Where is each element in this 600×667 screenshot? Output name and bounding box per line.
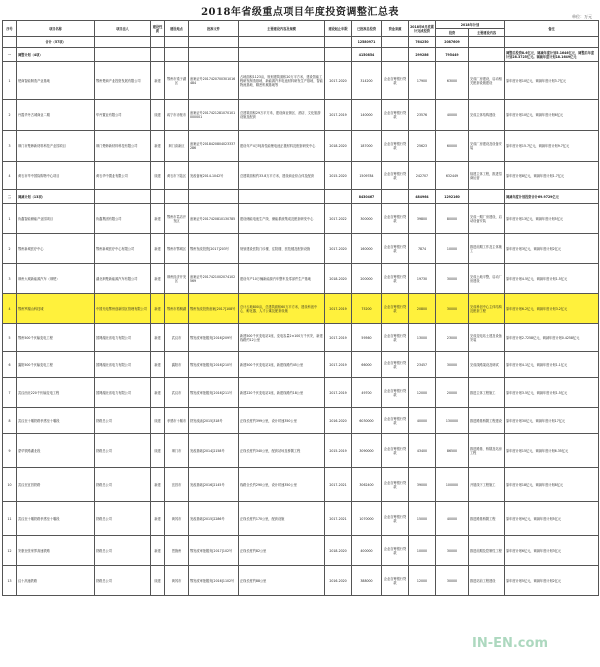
table-row [3, 131, 599, 162]
fund-source: 企业自筹银行贷款 [382, 294, 409, 324]
plan-content: 完成一期厂房建设，启动设备安装 [469, 204, 505, 234]
remark: 原年度计划3.5亿元，调减年度计划1.5亿元 [505, 378, 599, 408]
investment-table [2, 20, 599, 596]
approved-total: 59560 [352, 324, 382, 352]
approval-doc: 鄂州发改投资[2017]203号 [189, 234, 239, 264]
table-row [3, 204, 599, 234]
plan-invest: 20000 [436, 378, 469, 408]
fund-source: 企业自筹银行贷款 [382, 131, 409, 162]
build-location: 荆州经济开发区 [165, 264, 189, 294]
build-nature: 新建 [151, 62, 165, 100]
table-row [3, 468, 599, 502]
build-nature: 续建 [151, 434, 165, 468]
project-name: 鄂州500千伏输变电工程 [17, 324, 95, 352]
remark: 原年度计划4.5亿元，调减年度计划1.5亿元 [505, 264, 599, 294]
build-location: 黄石市下陆区 [165, 162, 189, 190]
fund-source: 企业自筹银行贷款 [382, 408, 409, 434]
table-row [3, 234, 599, 264]
row-index: 11 [3, 502, 17, 536]
done-invest: 12000 [409, 378, 436, 408]
fund-source: 企业自筹银行贷款 [382, 324, 409, 352]
plan-content: 推进路基、桥隧及站房工程 [469, 434, 505, 468]
build-content: 正线长度约399公里，设计时速350公里 [239, 408, 325, 434]
project-owner: 华丹置业有限公司 [95, 100, 151, 131]
build-content: 建设储能电池生产线、储能系统集成及配套研发中心 [239, 204, 325, 234]
build-location: 襄阳市 [165, 352, 189, 378]
build-location: 武汉市 [165, 378, 189, 408]
header-plan-invest: 投资 [436, 29, 469, 37]
fund-source: 企业自筹银行贷款 [382, 566, 409, 596]
row-index: 2 [3, 100, 17, 131]
build-location: 宜昌市 [165, 468, 189, 502]
project-name: 鄂州罗湖山科技城 [17, 294, 95, 324]
plan-content: 完成线路架设及调试 [469, 352, 505, 378]
row-index: 1 [3, 62, 17, 100]
build-period: 2018-2020 [325, 131, 352, 162]
fund-source: 企业自筹银行贷款 [382, 434, 409, 468]
table-row [3, 352, 599, 378]
remark: 原年度计划4.1亿元，调减年度计划1.1亿元 [505, 352, 599, 378]
build-period: 2017-2020 [325, 62, 352, 100]
approval-doc: 铁发改函[2015]318号 [189, 408, 239, 434]
plan-invest: 30000 [436, 566, 469, 596]
approval-doc: 备案证号2017421002074102569 [189, 264, 239, 294]
total-label: 合计（57项） [17, 37, 95, 48]
row-index: 10 [3, 468, 17, 502]
plan-invest: 86500 [436, 434, 469, 468]
build-nature: 新建 [151, 468, 165, 502]
build-nature: 续建 [151, 408, 165, 434]
header-done: 2018年6月底累计完成投资 [409, 21, 436, 37]
remark: 原年度计划3亿元，调减年度计划2亿元 [505, 234, 599, 264]
fund-source: 企业自筹银行贷款 [382, 162, 409, 190]
total-row [3, 37, 599, 48]
build-nature: 新建 [151, 324, 165, 352]
table-row [3, 294, 599, 324]
plan-content: 完成科创中心主体结构及配套工程 [469, 294, 505, 324]
done-invest: 10000 [409, 536, 436, 566]
build-period: 2017-2019 [325, 352, 352, 378]
build-period: 2017-2020 [325, 234, 352, 264]
row-index: 2 [3, 234, 17, 264]
total-done: 764250 [409, 37, 436, 48]
build-content: 总建筑面积约33.8万平方米，建设商业综合体及配套 [239, 162, 325, 190]
table-row [3, 62, 599, 100]
plan-content: 推进主体工程施工 [469, 378, 505, 408]
build-content: 占地面积1123亩，规划建筑面积20万平方米，建设智能工程研发制造基地、新能源汽车电池材料研发生产基地、智能物流基地、精密机械基地等 [239, 62, 325, 100]
build-location: 荆门市 [165, 434, 189, 468]
section-total: 4150854 [352, 48, 382, 62]
build-nature: 新建 [151, 352, 165, 378]
row-index: 12 [3, 536, 17, 566]
done-invest: 39000 [409, 468, 436, 502]
plan-invest: 60000 [436, 131, 469, 162]
approved-total: 66000 [352, 352, 382, 378]
header-plan-group: 2018年计划 [436, 21, 505, 29]
done-invest: 17900 [409, 62, 436, 100]
approved-total: 1509784 [352, 162, 382, 190]
plan-content: 完成厂房建设，启动相关配套设施建设 [469, 62, 505, 100]
build-nature: 续建 [151, 162, 165, 190]
build-content: 规划建设医院门诊楼、住院楼、医技楼及配套设施 [239, 234, 325, 264]
build-location: 黄冈市 [165, 566, 189, 596]
plan-invest: 63000 [436, 62, 469, 100]
section-row-reduce [3, 48, 599, 62]
project-owner: 国网湖北省电力有限公司 [95, 352, 151, 378]
approved-total: 1070000 [352, 502, 382, 536]
header-plan-content: 主要建设内容 [469, 29, 505, 37]
approved-total: 6030000 [352, 408, 382, 434]
total-remark [505, 37, 599, 48]
build-content: 新建500千伏变电站1座，变电容量2×100万千伏安，新建线路约12公里 [239, 324, 325, 352]
row-index: 7 [3, 378, 17, 408]
approval-doc: 鄂州发改投资备案[2017]108号 [189, 294, 239, 324]
header-source: 资金来源 [382, 21, 409, 37]
done-invest: 242707 [409, 162, 436, 190]
approved-total: 49700 [352, 378, 382, 408]
header-owner: 项目法人 [95, 21, 151, 37]
project-owner: 荆门楚韩新材料科技有限公司 [95, 131, 151, 162]
build-nature: 新建 [151, 502, 165, 536]
project-name: 武汉西北220千伏输变电工程 [17, 378, 95, 408]
row-index: 4 [3, 162, 17, 190]
approval-doc: 备案证号2018420804023337286 [189, 131, 239, 162]
row-index: 3 [3, 131, 17, 162]
section-done: 484964 [409, 190, 436, 204]
section-plan: 1292160 [436, 190, 469, 204]
build-period: 2017-2019 [325, 294, 352, 324]
section-label: 调整计划（4项） [17, 48, 95, 62]
plan-invest: 632449 [436, 162, 469, 190]
project-name: 武汉至十堰铁路孝感至十堰段 [17, 502, 95, 536]
project-name: 楚商智能制造产业基地 [17, 62, 95, 100]
build-period: 2015-2019 [325, 434, 352, 468]
build-content: 新建500千伏变电站1座，新建线路约45公里 [239, 352, 325, 378]
table-row [3, 408, 599, 434]
table-row [3, 536, 599, 566]
build-period: 2017-2021 [325, 468, 352, 502]
build-content: 建设年产4万吨高性能锂电池正极材料及配套研发中心 [239, 131, 325, 162]
remark: 原年度计划18亿元，调减年度计划8亿元 [505, 468, 599, 502]
remark: 原年度计划9亿元，调减年度计划5亿元 [505, 502, 599, 536]
build-nature: 新建 [151, 264, 165, 294]
build-nature: 新建 [151, 234, 165, 264]
table-row [3, 264, 599, 294]
approval-doc: 备案证号2017421281070101000001 [189, 100, 239, 131]
project-name: 荆门市楚韩新材料科技产业园项目 [17, 131, 95, 162]
remark: 原年度计划2.7258亿元，调减年度计划0.4258亿元 [505, 324, 599, 352]
section-index: 二 [3, 190, 17, 204]
build-nature: 新建 [151, 294, 165, 324]
project-owner: 黄石华中置业有限公司 [95, 162, 151, 190]
build-period: 2017-2019 [325, 324, 352, 352]
build-nature: 新建 [151, 204, 165, 234]
project-owner: 协鑫集团有限公司 [95, 204, 151, 234]
remark: 原年度计划15亿元，调减年度计划6.35亿元 [505, 434, 599, 468]
remark: 原年度计划5亿元，调减年度计划2亿元 [505, 566, 599, 596]
remark: 原年度计划6.2亿元，调减年度计划3.2亿元 [505, 294, 599, 324]
project-owner: 铁路总公司 [95, 434, 151, 468]
build-nature: 续建 [151, 100, 165, 131]
build-content: 建设年产10万辆新能源汽车整车及零部件生产基地 [239, 264, 325, 294]
approval-doc: 鄂发改审批服务[2016]210号 [189, 352, 239, 378]
header-row [3, 21, 599, 29]
row-index: 9 [3, 434, 17, 468]
approved-total: 300000 [352, 204, 382, 234]
approved-total: 160000 [352, 234, 382, 264]
build-nature: 新建 [151, 378, 165, 408]
project-owner: 湖北荆楚新能源汽车有限公司 [95, 264, 151, 294]
plan-content: 推进前期及控制性工程 [469, 536, 505, 566]
done-invest: 39800 [409, 204, 436, 234]
fund-source: 企业自筹银行贷款 [382, 468, 409, 502]
remark: 原年度计划6亿元，调减年度计划3亿元 [505, 536, 599, 566]
project-owner: 国网湖北省电力有限公司 [95, 324, 151, 352]
table-row [3, 434, 599, 468]
project-owner: 铁路总公司 [95, 468, 151, 502]
section-done: 299286 [409, 48, 436, 62]
approval-doc: 备案证号2017420810130785 [189, 204, 239, 234]
section-label: 调减计划（13项） [17, 190, 95, 204]
project-owner: 铁路总公司 [95, 536, 151, 566]
section-plan: 795449 [436, 48, 469, 62]
project-name: 黄石市华中国际购物中心项目 [17, 162, 95, 190]
plan-invest: 80000 [436, 204, 469, 234]
header-nature: 建设性质 [151, 21, 165, 37]
done-invest: 15000 [409, 502, 436, 536]
plan-invest: 10000 [436, 234, 469, 264]
build-location: 恩施州 [165, 536, 189, 566]
plan-content: 推进路基桥隧工程建设 [469, 408, 505, 434]
approval-doc: 发改基础[2014]2158号 [189, 434, 239, 468]
plan-content: 推进站前工程建设 [469, 566, 505, 596]
build-content: 新建220千伏变电站1座，新建线路约18公里 [239, 378, 325, 408]
build-nature: 新建 [151, 536, 165, 566]
page-title: 2018年省级重点项目年度投资调整汇总表 [201, 7, 399, 18]
plan-invest: 23000 [436, 324, 469, 352]
project-name: 荆州大城新能源汽车（荆楚） [17, 264, 95, 294]
plan-invest: 30000 [436, 536, 469, 566]
build-content: 正线长度约340公里，配套站场及桥隧工程 [239, 434, 325, 468]
project-owner: 铁路总公司 [95, 408, 151, 434]
build-location: 武汉市 [165, 324, 189, 352]
build-period: 2016-2020 [325, 566, 352, 596]
plan-content: 完成主体结构建设 [469, 100, 505, 131]
remark: 原年度计划10亿元，调减年度计划3.7亿元 [505, 62, 599, 100]
done-invest: 12000 [409, 566, 436, 596]
approved-total: 3090000 [352, 434, 382, 468]
build-period: 2016-2020 [325, 408, 352, 434]
build-location: 鄂州市鄂城区 [165, 234, 189, 264]
row-index: 4 [3, 294, 17, 324]
fund-source: 企业自筹银行贷款 [382, 264, 409, 294]
row-index: 6 [3, 352, 17, 378]
header-period: 建设起止年限 [325, 21, 352, 37]
approved-total: 3062400 [352, 468, 382, 502]
approval-doc: 鄂发改审批服务[2016]209号 [189, 324, 239, 352]
build-location: 黄冈市 [165, 502, 189, 536]
approval-doc: 备案证号2017420700301016484 [189, 62, 239, 100]
table-row [3, 502, 599, 536]
build-content: 正线长度约82公里 [239, 536, 325, 566]
remark: 原年度计划8亿元，调减年度计划1.7亿元 [505, 162, 599, 190]
approved-total: 140000 [352, 100, 382, 131]
approved-total: 314200 [352, 62, 382, 100]
done-invest: 13000 [409, 324, 436, 352]
build-content: 总计占地800亩，总建筑面积60万平方米，建设科创中心、孵化器、人才公寓及配套设施 [239, 294, 325, 324]
project-owner: 铁路总公司 [95, 566, 151, 596]
section-remark: 调整后投资8.6亿元，调减年度计划5.1646亿元，调整后年度计划28.3725亿元。调减年度计划18.1649亿元 [505, 48, 599, 62]
project-name: 武汉至十堰铁路孝感至十堰段 [17, 408, 95, 434]
build-nature: 新建 [151, 131, 165, 162]
fund-source: 企业自筹银行贷款 [382, 62, 409, 100]
project-owner: 中国光电鄂州创新园区管理有限公司 [95, 294, 151, 324]
header-remark: 备注 [505, 21, 599, 37]
plan-content: 完成土地平整，启动厂房建设 [469, 264, 505, 294]
watermark-logo: IN-EN.com [472, 636, 548, 651]
project-name: 汉十高速铁路 [17, 566, 95, 596]
section-row-increase [3, 190, 599, 204]
remark: 原年度计划15.7亿元，调减年度计划9.7亿元 [505, 131, 599, 162]
project-name: 蒙华铁路湖北段 [17, 434, 95, 468]
table-row [3, 100, 599, 131]
plan-content: 开展线下工程施工 [469, 468, 505, 502]
plan-content: 完成变电站土建及设备安装 [469, 324, 505, 352]
approval-doc: 发改基础[2015]2286号 [189, 502, 239, 536]
build-location: 鄂州市葛店开发区 [165, 204, 189, 234]
done-invest: 25623 [409, 131, 436, 162]
total-plan: 2087609 [436, 37, 469, 48]
build-nature: 续建 [151, 566, 165, 596]
table-row [3, 378, 599, 408]
approval-doc: 鄂发改审批服务[2016]211号 [189, 378, 239, 408]
table-row [3, 566, 599, 596]
approval-doc: 鄂发改审批服务[2017]102号 [189, 536, 239, 566]
approved-total: 187000 [352, 131, 382, 162]
row-index: 1 [3, 204, 17, 234]
build-location: 孝感市十堰市 [165, 408, 189, 434]
done-invest: 23576 [409, 100, 436, 131]
build-location: 咸宁市赤壁市 [165, 100, 189, 131]
project-name: 武汉至宜昌铁路 [17, 468, 95, 502]
approval-doc: 发改基础[2016]2145号 [189, 468, 239, 502]
build-content: 线路全长约290公里，设计时速350公里 [239, 468, 325, 502]
fund-source: 企业自筹银行贷款 [382, 502, 409, 536]
fund-source: 企业自筹银行贷款 [382, 378, 409, 408]
remark: 原年度计划10亿元，调减年度计划6亿元 [505, 100, 599, 131]
header-location: 建设地点 [165, 21, 189, 37]
done-invest: 40000 [409, 408, 436, 434]
plan-invest: 40000 [436, 502, 469, 536]
header-approval: 批准文件 [189, 21, 239, 37]
build-period: 2017-2019 [325, 378, 352, 408]
build-content: 总建筑面积29万平方米，建设商业街区、酒店、文化旅游设施及配套 [239, 100, 325, 131]
row-index: 13 [3, 566, 17, 596]
done-invest: 7874 [409, 234, 436, 264]
table-row [3, 324, 599, 352]
approved-total: 388000 [352, 566, 382, 596]
build-period: 2018-2020 [325, 264, 352, 294]
build-content: 正线长度约88公里 [239, 566, 325, 596]
project-owner: 鄂州新城医疗中心有限公司 [95, 234, 151, 264]
approval-doc: 发改备案2014-1042号 [189, 162, 239, 190]
header-content: 主要建设内容及规模 [239, 21, 325, 37]
approved-total: 75200 [352, 294, 382, 324]
row-index: 3 [3, 264, 17, 294]
project-owner: 鄂州楚商产业投资发展有限公司 [95, 62, 151, 100]
section-index: 一 [3, 48, 17, 62]
plan-invest: 40000 [436, 100, 469, 131]
section-total: 8430467 [352, 190, 382, 204]
build-period: 2017-2022 [325, 204, 352, 234]
build-period: 2017-2021 [325, 502, 352, 536]
remark: 原年度计划13亿元，调减年度计划5亿元 [505, 204, 599, 234]
fund-source: 企业自筹银行贷款 [382, 234, 409, 264]
approval-doc: 鄂发改审批服务[2016]1102号 [189, 566, 239, 596]
fund-source: 企业自筹银行贷款 [382, 352, 409, 378]
done-invest: 20800 [409, 294, 436, 324]
fund-source: 企业自筹银行贷款 [382, 100, 409, 131]
project-name: 襄阳500千伏输变电工程 [17, 352, 95, 378]
project-name: 协鑫智能储能产业园项目 [17, 204, 95, 234]
header-name: 项目名称 [17, 21, 95, 37]
plan-content: 完成厂房建设及设备安装 [469, 131, 505, 162]
plan-invest: 130000 [436, 408, 469, 434]
plan-invest: 100000 [436, 468, 469, 502]
section-remark: 调减年度计划投资合计69.9729亿元 [505, 190, 599, 204]
build-location: 鄂州市梁子湖区 [165, 62, 189, 100]
fund-source: 企业自筹银行贷款 [382, 204, 409, 234]
build-period: 2017-2019 [325, 100, 352, 131]
plan-invest: 30000 [436, 294, 469, 324]
unit-label: 单位：万元 [572, 14, 592, 19]
row-index: 5 [3, 324, 17, 352]
project-owner: 铁路总公司 [95, 502, 151, 536]
build-period: 2018-2020 [325, 536, 352, 566]
plan-content: 推进路基桥隧工程 [469, 502, 505, 536]
plan-content: 续建主体工程，推进招商运营 [469, 162, 505, 190]
build-period: 2015-2020 [325, 162, 352, 190]
build-location: 荆门高新区 [165, 131, 189, 162]
done-invest: 23457 [409, 352, 436, 378]
row-index: 8 [3, 408, 17, 434]
project-name: 安康至张家界高速铁路 [17, 536, 95, 566]
table-row [3, 162, 599, 190]
fund-source: 企业自筹银行贷款 [382, 536, 409, 566]
project-name: 丹霞华丹古城商业二期 [17, 100, 95, 131]
build-content: 正线长度约170公里，配套设施 [239, 502, 325, 536]
plan-content: 推进前期工作及主体施工 [469, 234, 505, 264]
done-invest: 19730 [409, 264, 436, 294]
approved-total: 400000 [352, 536, 382, 566]
project-owner: 国网湖北省电力有限公司 [95, 378, 151, 408]
total-amount: 12580971 [352, 37, 382, 48]
remark: 原年度计划30亿元，调减年度计划17亿元 [505, 408, 599, 434]
approved-total: 200000 [352, 264, 382, 294]
project-name: 鄂州新城医疗中心 [17, 234, 95, 264]
plan-invest: 30000 [436, 352, 469, 378]
header-total: 已批准总投资 [352, 21, 382, 37]
done-invest: 43400 [409, 434, 436, 468]
plan-invest: 30000 [436, 264, 469, 294]
header-index: 序号 [3, 21, 17, 37]
build-location: 鄂州市梧桐湖 [165, 294, 189, 324]
